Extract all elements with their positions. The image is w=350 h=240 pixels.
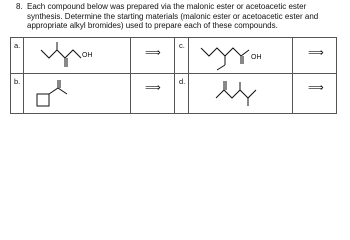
question-text: Each compound below was prepared via the malonic ester or acetoacetic ester synthesis. Determine the starting materials (malonic ester or acetoacetic ester and appropriate alkyl bromides) used to prepare each of these compounds. (27, 2, 319, 31)
molecule-d-structure (11, 38, 336, 113)
molecule-c-oh-label: OH (251, 54, 262, 61)
cell-label-b: b. (14, 77, 21, 86)
arrow-b: ⟹ (145, 82, 161, 94)
cell-label-c: c. (179, 41, 185, 50)
cell-label-d: d. (179, 77, 186, 86)
arrow-c: ⟹ (308, 47, 324, 59)
cell-label-a: a. (14, 41, 21, 50)
question-number: 8. (16, 2, 23, 11)
molecule-a-oh-label: OH (82, 52, 93, 59)
arrow-d: ⟹ (308, 82, 324, 94)
arrow-a: ⟹ (145, 47, 161, 59)
compound-table (10, 37, 337, 114)
